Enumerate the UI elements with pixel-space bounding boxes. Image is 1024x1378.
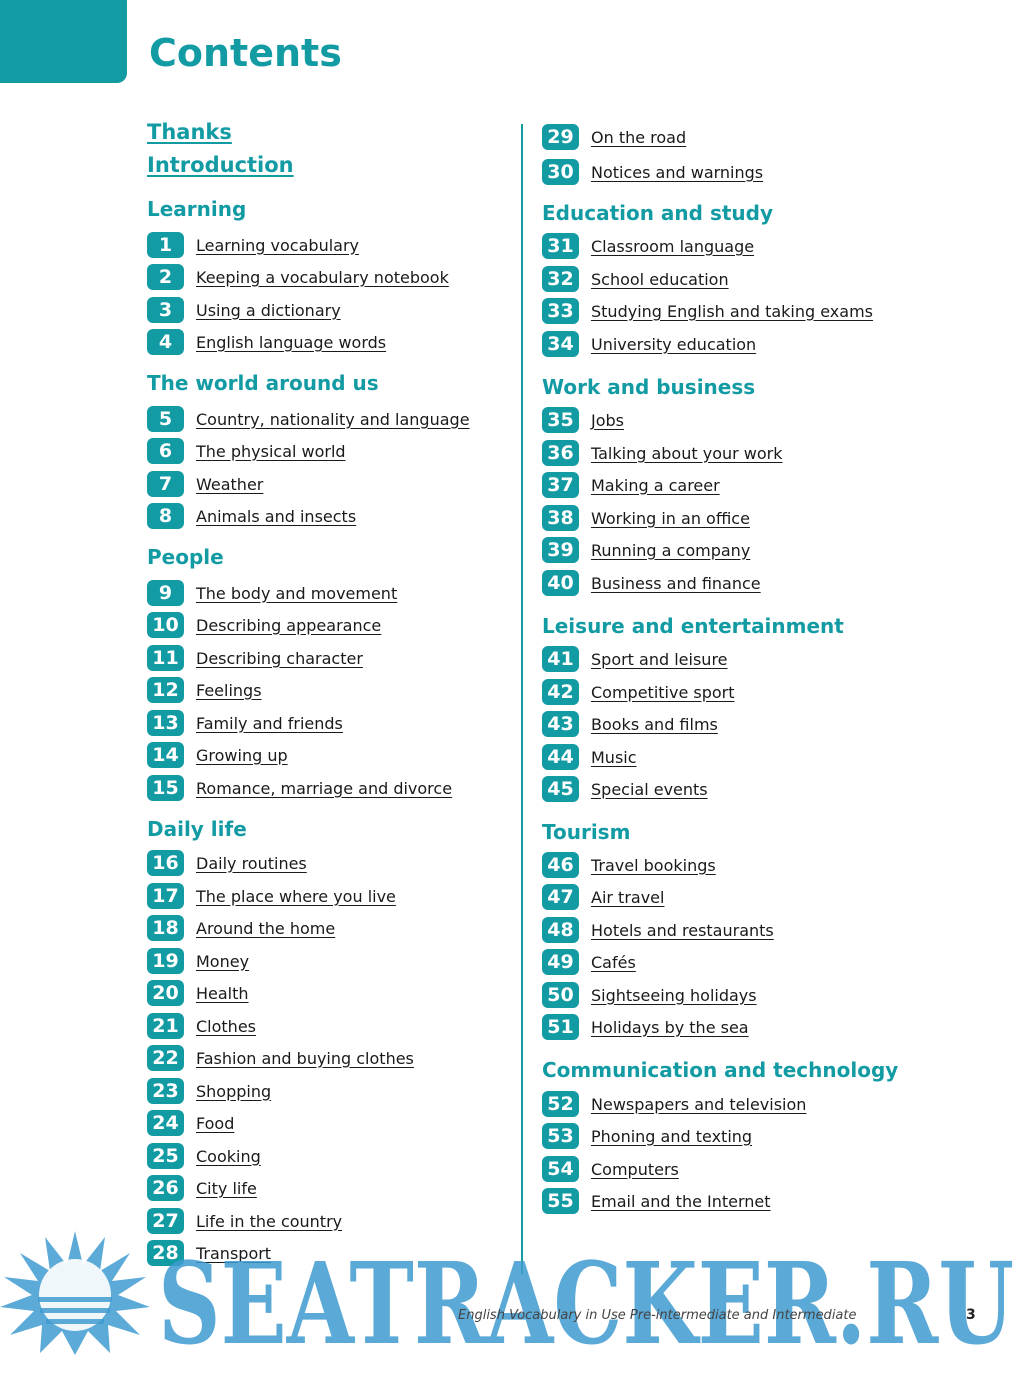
unit-number: 47 (542, 884, 579, 910)
unit-14[interactable] (147, 742, 288, 768)
unit-number: 30 (542, 159, 579, 185)
unit-title[interactable]: Food (196, 1113, 235, 1133)
unit-title[interactable]: Working in an office (591, 508, 750, 528)
unit-17[interactable] (147, 883, 396, 909)
unit-number: 38 (542, 505, 579, 531)
unit-42[interactable] (542, 679, 735, 705)
unit-number: 22 (147, 1045, 184, 1071)
unit-number: 50 (542, 982, 579, 1008)
unit-number: 46 (542, 852, 579, 878)
unit-title[interactable]: Talking about your work (591, 443, 783, 463)
section-title-leisure: Leisure and entertainment (542, 614, 844, 638)
unit-35[interactable] (542, 407, 624, 433)
unit-number: 39 (542, 537, 579, 563)
unit-29[interactable] (542, 124, 686, 150)
unit-title[interactable]: Making a career (591, 475, 720, 495)
unit-number: 32 (542, 266, 579, 292)
unit-number: 7 (147, 471, 184, 497)
unit-38[interactable] (542, 505, 750, 531)
title-tab (0, 0, 127, 83)
unit-title[interactable]: Phoning and texting (591, 1126, 753, 1146)
unit-18[interactable] (147, 915, 335, 941)
unit-number: 14 (147, 742, 184, 768)
unit-8[interactable] (147, 503, 356, 529)
unit-title[interactable]: Romance, marriage and divorce (196, 778, 453, 798)
section-title-world: The world around us (147, 371, 379, 395)
footer-book-title: English Vocabulary in Use Pre-intermediate and Intermediate (458, 1308, 857, 1323)
unit-number: 2 (147, 264, 184, 290)
unit-title[interactable]: School education (591, 269, 729, 289)
unit-title[interactable]: Jobs (591, 410, 624, 430)
unit-27[interactable] (147, 1208, 342, 1234)
unit-number: 35 (542, 407, 579, 433)
unit-51[interactable] (542, 1014, 749, 1040)
unit-43[interactable] (542, 711, 718, 737)
unit-title[interactable]: The place where you live (196, 886, 396, 906)
unit-title[interactable]: Family and friends (196, 713, 343, 733)
unit-52[interactable] (542, 1091, 806, 1117)
page-title: Contents (149, 31, 342, 75)
unit-title[interactable]: Fashion and buying clothes (196, 1048, 414, 1068)
unit-number: 23 (147, 1078, 184, 1104)
unit-number: 33 (542, 298, 579, 324)
unit-number: 55 (542, 1188, 579, 1214)
unit-7[interactable] (147, 471, 263, 497)
unit-title[interactable]: On the road (591, 127, 687, 147)
unit-number: 52 (542, 1091, 579, 1117)
unit-5[interactable] (147, 406, 470, 432)
unit-number: 12 (147, 677, 184, 703)
unit-number: 28 (147, 1240, 184, 1266)
unit-32[interactable] (542, 266, 729, 292)
unit-25[interactable] (147, 1143, 261, 1169)
unit-number: 44 (542, 744, 579, 770)
unit-number: 9 (147, 580, 184, 606)
unit-number: 10 (147, 612, 184, 638)
unit-title[interactable]: Running a company (591, 540, 751, 560)
unit-46[interactable] (542, 852, 716, 878)
unit-28[interactable] (147, 1240, 271, 1266)
unit-title[interactable]: The physical world (196, 441, 346, 461)
unit-24[interactable] (147, 1110, 234, 1136)
unit-title[interactable]: Around the home (196, 918, 336, 938)
link-introduction[interactable]: Introduction (147, 153, 294, 177)
unit-number: 17 (147, 883, 184, 909)
unit-47[interactable] (542, 884, 664, 910)
unit-number: 29 (542, 124, 579, 150)
unit-title[interactable]: Growing up (196, 745, 288, 765)
unit-title[interactable]: Sightseeing holidays (591, 985, 757, 1005)
unit-number: 40 (542, 570, 579, 596)
unit-19[interactable] (147, 948, 249, 974)
unit-number: 18 (147, 915, 184, 941)
unit-title[interactable]: Computers (591, 1159, 679, 1179)
unit-13[interactable] (147, 710, 343, 736)
unit-55[interactable] (542, 1188, 771, 1214)
unit-number: 36 (542, 440, 579, 466)
unit-number: 26 (147, 1175, 184, 1201)
unit-number: 43 (542, 711, 579, 737)
section-title-learning: Learning (147, 197, 247, 221)
unit-number: 25 (147, 1143, 184, 1169)
unit-number: 13 (147, 710, 184, 736)
unit-number: 11 (147, 645, 184, 671)
unit-15[interactable] (147, 775, 452, 801)
watermark-sun-icon (0, 1231, 150, 1355)
unit-6[interactable] (147, 438, 346, 464)
unit-title[interactable]: Travel bookings (591, 855, 716, 875)
unit-54[interactable] (542, 1156, 679, 1182)
unit-number: 5 (147, 406, 184, 432)
unit-44[interactable] (542, 744, 637, 770)
unit-number: 54 (542, 1156, 579, 1182)
unit-31[interactable] (542, 233, 754, 259)
unit-title[interactable]: Transport (196, 1243, 272, 1263)
unit-34[interactable] (542, 331, 756, 357)
section-title-people: People (147, 545, 224, 569)
unit-37[interactable] (542, 472, 720, 498)
unit-number: 27 (147, 1208, 184, 1234)
unit-title[interactable]: Daily routines (196, 853, 307, 873)
unit-title[interactable]: Special events (591, 779, 708, 799)
unit-title[interactable]: Cafés (591, 952, 636, 972)
unit-title[interactable]: Books and films (591, 714, 718, 734)
unit-title[interactable]: Life in the country (196, 1211, 343, 1231)
unit-title[interactable]: Hotels and restaurants (591, 920, 774, 940)
unit-20[interactable] (147, 980, 249, 1006)
link-thanks[interactable]: Thanks (147, 120, 232, 144)
unit-number: 34 (542, 331, 579, 357)
section-title-daily-life: Daily life (147, 817, 247, 841)
section-title-communication: Communication and technology (542, 1058, 899, 1082)
unit-21[interactable] (147, 1013, 256, 1039)
unit-title[interactable]: Using a dictionary (196, 300, 341, 320)
unit-number: 1 (147, 232, 184, 258)
unit-title[interactable]: Business and finance (591, 573, 761, 593)
unit-number: 15 (147, 775, 184, 801)
unit-title[interactable]: Keeping a vocabulary notebook (196, 267, 449, 287)
section-title-work: Work and business (542, 375, 756, 399)
unit-title[interactable]: English language words (196, 332, 387, 352)
unit-number: 16 (147, 850, 184, 876)
unit-12[interactable] (147, 677, 262, 703)
unit-40[interactable] (542, 570, 761, 596)
unit-title[interactable]: Money (196, 951, 250, 971)
unit-title[interactable]: City life (196, 1178, 257, 1198)
unit-title[interactable]: University education (591, 334, 757, 354)
unit-26[interactable] (147, 1175, 257, 1201)
unit-title[interactable]: Describing character (196, 648, 363, 668)
unit-title[interactable]: Competitive sport (591, 682, 735, 702)
watermark-text: SEATRACKER.RU (158, 1239, 1014, 1355)
unit-title[interactable]: The body and movement (196, 583, 398, 603)
unit-9[interactable] (147, 580, 397, 606)
unit-title[interactable]: Shopping (196, 1081, 272, 1101)
unit-number: 42 (542, 679, 579, 705)
unit-title[interactable]: Holidays by the sea (591, 1017, 749, 1037)
unit-title[interactable]: Sport and leisure (591, 649, 728, 669)
unit-number: 8 (147, 503, 184, 529)
unit-title[interactable]: Country, nationality and language (196, 409, 470, 429)
unit-number: 45 (542, 776, 579, 802)
unit-number: 19 (147, 948, 184, 974)
unit-number: 41 (542, 646, 579, 672)
unit-number: 49 (542, 949, 579, 975)
unit-23[interactable] (147, 1078, 271, 1104)
unit-title[interactable]: Describing appearance (196, 615, 382, 635)
page-number: 3 (966, 1307, 976, 1323)
unit-33[interactable] (542, 298, 873, 324)
unit-53[interactable] (542, 1123, 752, 1149)
unit-number: 24 (147, 1110, 184, 1136)
unit-39[interactable] (542, 537, 750, 563)
unit-1[interactable] (147, 232, 359, 258)
unit-title[interactable]: Air travel (591, 887, 665, 907)
unit-title[interactable]: Email and the Internet (591, 1191, 771, 1211)
unit-10[interactable] (147, 612, 381, 638)
column-divider (521, 124, 523, 1274)
unit-title[interactable]: Newspapers and television (591, 1094, 807, 1114)
unit-number: 21 (147, 1013, 184, 1039)
unit-48[interactable] (542, 917, 774, 943)
unit-title[interactable]: Cooking (196, 1146, 261, 1166)
unit-number: 37 (542, 472, 579, 498)
unit-title[interactable]: Studying English and taking exams (591, 301, 873, 321)
unit-title[interactable]: Music (591, 747, 637, 767)
unit-title[interactable]: Feelings (196, 680, 262, 700)
unit-title[interactable]: Notices and warnings (591, 162, 764, 182)
unit-30[interactable] (542, 159, 763, 185)
unit-41[interactable] (542, 646, 728, 672)
unit-number: 4 (147, 329, 184, 355)
unit-22[interactable] (147, 1045, 414, 1071)
unit-title[interactable]: Animals and insects (196, 506, 357, 526)
unit-45[interactable] (542, 776, 708, 802)
unit-title[interactable]: Classroom language (591, 236, 755, 256)
section-title-education: Education and study (542, 201, 773, 225)
unit-3[interactable] (147, 297, 341, 323)
unit-title[interactable]: Weather (196, 474, 264, 494)
unit-49[interactable] (542, 949, 636, 975)
unit-title[interactable]: Clothes (196, 1016, 256, 1036)
unit-number: 20 (147, 980, 184, 1006)
unit-title[interactable]: Learning vocabulary (196, 235, 359, 255)
unit-50[interactable] (542, 982, 757, 1008)
section-title-tourism: Tourism (542, 820, 631, 844)
unit-title[interactable]: Health (196, 983, 249, 1003)
unit-number: 48 (542, 917, 579, 943)
unit-2[interactable] (147, 264, 449, 290)
unit-11[interactable] (147, 645, 363, 671)
unit-36[interactable] (542, 440, 783, 466)
unit-number: 3 (147, 297, 184, 323)
unit-number: 53 (542, 1123, 579, 1149)
unit-4[interactable] (147, 329, 386, 355)
unit-number: 51 (542, 1014, 579, 1040)
unit-number: 6 (147, 438, 184, 464)
unit-16[interactable] (147, 850, 307, 876)
unit-number: 31 (542, 233, 579, 259)
